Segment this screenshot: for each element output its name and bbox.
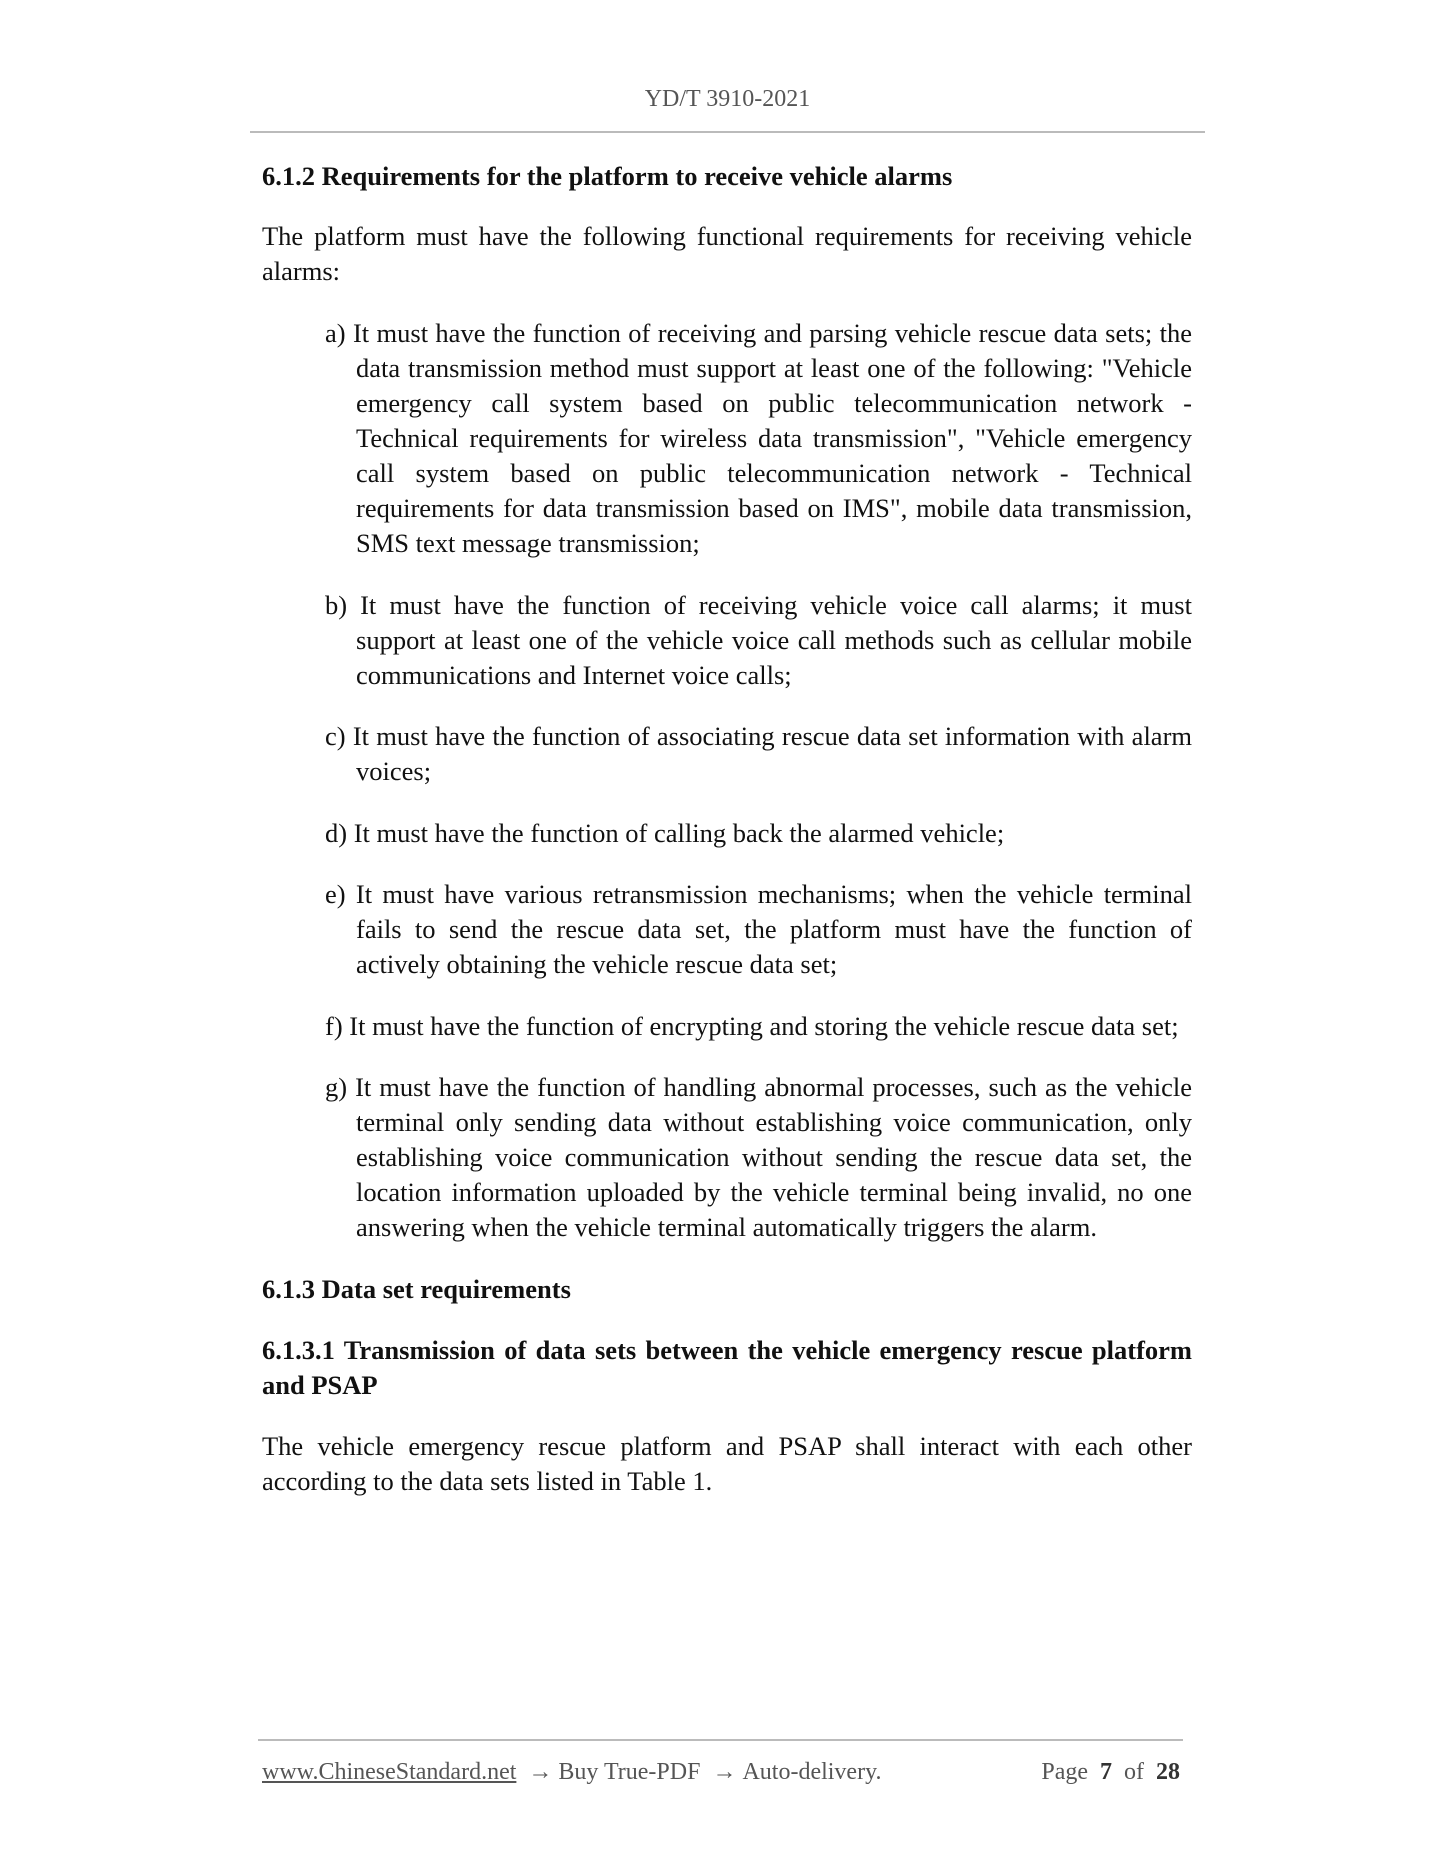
- footer-divider: [258, 1739, 1183, 1741]
- list-item-c: c) It must have the function of associating rescue data set information with alarm voices;: [325, 721, 1192, 786]
- document-id-header: YD/T 3910-2021: [644, 86, 811, 112]
- list-item-b: b) It must have the function of receiving vehicle voice call alarms; it must support at least one of the vehicle voice call methods such as cellular mobile communications and Internet voice calls;: [325, 589, 1192, 690]
- section-heading-6-1-3: 6.1.3 Data set requirements: [262, 1273, 571, 1304]
- page-footer: [262, 1757, 1180, 1787]
- auto-delivery-text: Auto-delivery.: [742, 1759, 882, 1785]
- list-item-a: a) It must have the function of receiving and parsing vehicle rescue data sets; the data transmission method must support at least one of the following: "Vehicle emergency call system based on public telecommunication network - Technical requirements for wireless data transmission", "Vehicle emergency call system based on public telecommunication network - Technical requirements for data transmission based on IMS", mobile data transmission, SMS text message transmission;: [325, 318, 1192, 558]
- arrow-right-icon: →: [712, 1759, 737, 1785]
- list-item-g: g) It must have the function of handling abnormal processes, such as the vehicle terminal only sending data without establishing voice communication, only establishing voice communication without sending the rescue data set, the location information uploaded by the vehicle terminal being invalid, no one answering when the vehicle terminal automatically triggers the alarm.: [325, 1072, 1192, 1242]
- page-content: [262, 159, 1192, 1499]
- section-intro-paragraph: The platform must have the following functional requirements for receiving vehicle alarms:: [262, 221, 1192, 286]
- list-item-f: f) It must have the function of encrypting and storing the vehicle rescue data set;: [325, 1010, 1179, 1041]
- of-label: of: [1124, 1759, 1144, 1785]
- page-label: Page: [1041, 1759, 1088, 1785]
- section-heading-6-1-2: 6.1.2 Requirements for the platform to receive vehicle alarms: [262, 161, 953, 191]
- arrow-right-icon: →: [528, 1759, 553, 1785]
- total-pages: 28: [1156, 1759, 1180, 1785]
- current-page-number: 7: [1100, 1759, 1112, 1785]
- buy-pdf-text: Buy True-PDF: [558, 1759, 701, 1785]
- header-divider: [250, 131, 1205, 133]
- section-heading-6-1-3-1: 6.1.3.1 Transmission of data sets between the vehicle emergency rescue platform and PSAP: [262, 1334, 1192, 1400]
- list-item-d: d) It must have the function of calling back the alarmed vehicle;: [325, 817, 1005, 848]
- page-indicator: [1041, 1757, 1180, 1787]
- section-body-paragraph: The vehicle emergency rescue platform and PSAP shall interact with each other according to the data sets listed in Table 1.: [262, 1430, 1192, 1496]
- requirements-list: [262, 316, 1192, 1245]
- website-link[interactable]: www.ChineseStandard.net: [262, 1759, 517, 1785]
- list-item-e: e) It must have various retransmission mechanisms; when the vehicle terminal fails to send the rescue data set, the platform must have the function of actively obtaining the vehicle rescue data set;: [325, 879, 1192, 979]
